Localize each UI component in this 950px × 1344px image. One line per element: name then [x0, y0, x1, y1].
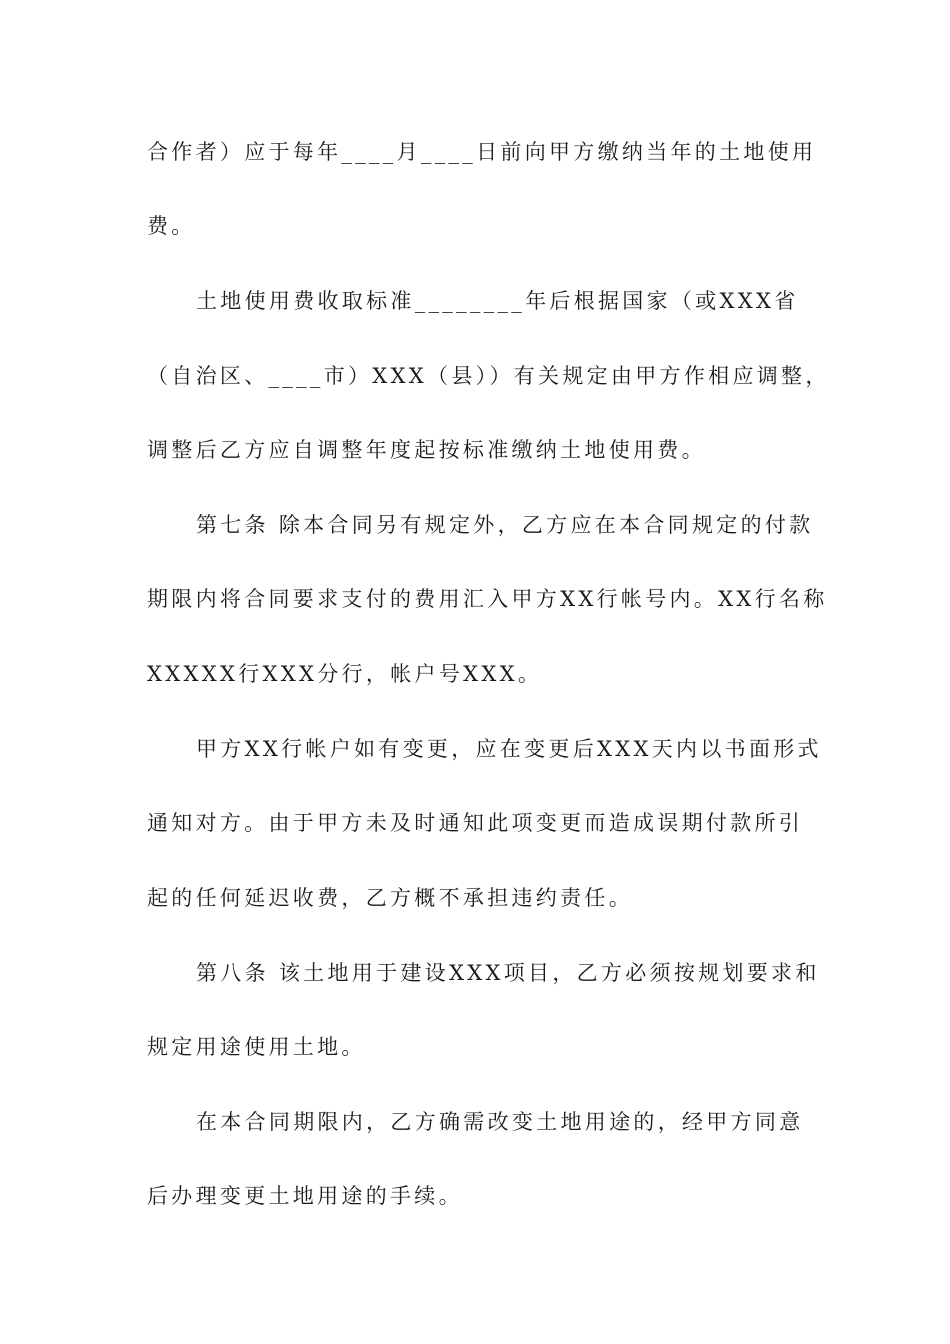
paragraph-line: 通知对方。由于甲方未及时通知此项变更而造成误期付款所引 — [147, 811, 804, 835]
paragraph-line: 合作者）应于每年____月____日前向甲方缴纳当年的土地使用 — [147, 140, 817, 164]
paragraph-line: 甲方XX行帐户如有变更，应在变更后XXX天内以书面形式 — [196, 737, 822, 761]
paragraph-line: XXXXX行XXX分行，帐户号XXX。 — [147, 662, 543, 686]
paragraph-line: 调整后乙方应自调整年度起按标准缴纳土地使用费。 — [147, 438, 706, 462]
paragraph-line: 土地使用费收取标准________年后根据国家（或XXX省 — [196, 289, 799, 313]
paragraph-line: 规定用途使用土地。 — [147, 1035, 366, 1059]
paragraph-line: （自治区、____市）XXX（县））有关规定由甲方作相应调整， — [147, 364, 830, 388]
paragraph-line: 在本合同期限内，乙方确需改变土地用途的，经甲方同意 — [196, 1110, 804, 1134]
paragraph-line: 第八条 该土地用于建设XXX项目，乙方必须按规划要求和 — [196, 961, 820, 985]
paragraph-line: 第七条 除本合同另有规定外，乙方应在本合同规定的付款 — [196, 513, 814, 537]
paragraph-line: 期限内将合同要求支付的费用汇入甲方XX行帐号内。XX行名称 — [147, 587, 828, 611]
paragraph-line: 费。 — [147, 214, 196, 238]
paragraph-line: 后办理变更土地用途的手续。 — [147, 1184, 463, 1208]
paragraph-line: 起的任何延迟收费，乙方概不承担违约责任。 — [147, 886, 633, 910]
